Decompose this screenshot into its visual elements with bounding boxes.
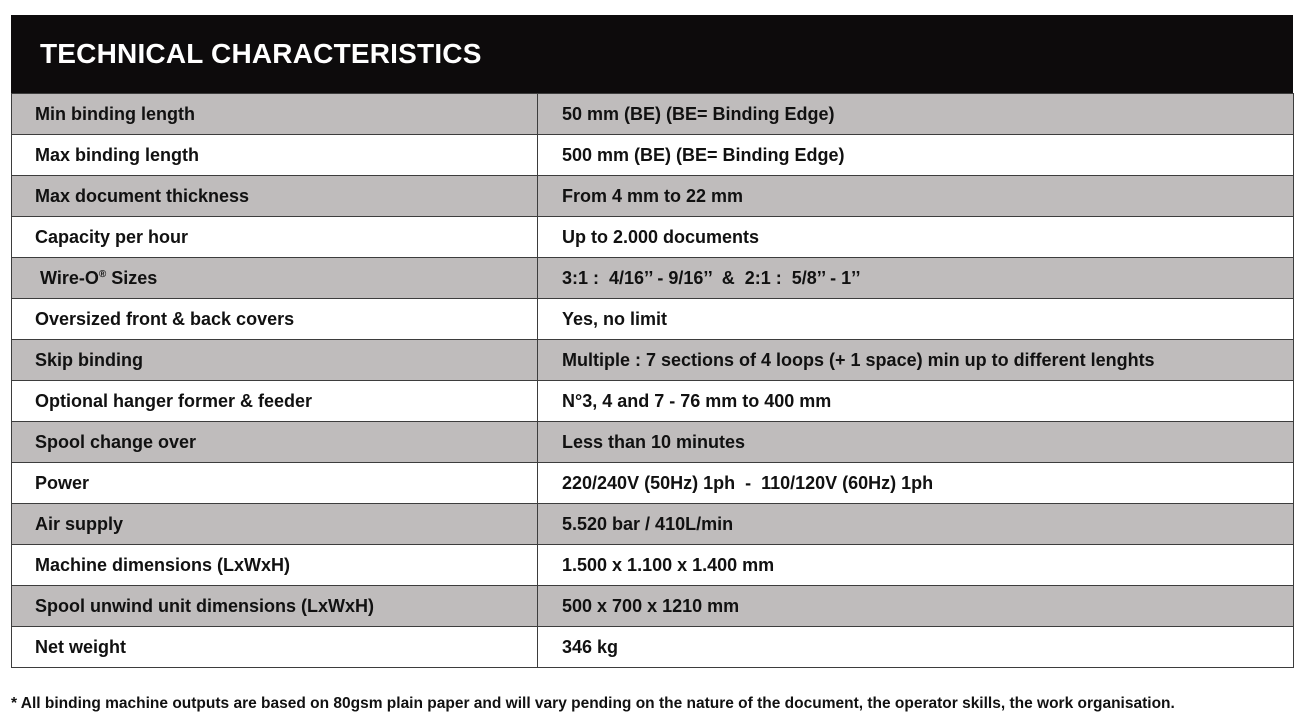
row-value: Up to 2.000 documents: [538, 217, 1294, 258]
table-row: [12, 504, 1294, 545]
table-row: [12, 463, 1294, 504]
table-row: [12, 627, 1294, 668]
row-label-suffix: Sizes: [106, 267, 158, 288]
row-value: 500 mm (BE) (BE= Binding Edge): [538, 135, 1294, 176]
row-value: Less than 10 minutes: [538, 422, 1294, 463]
row-label: Skip binding: [12, 340, 538, 381]
row-value: Yes, no limit: [538, 299, 1294, 340]
row-value: Multiple : 7 sections of 4 loops (+ 1 space) min up to different lenghts: [538, 340, 1294, 381]
row-label: Max document thickness: [12, 176, 538, 217]
table-row: [12, 258, 1294, 299]
row-value: 50 mm (BE) (BE= Binding Edge): [538, 94, 1294, 135]
table-row: [12, 176, 1294, 217]
row-value: 1.500 x 1.100 x 1.400 mm: [538, 545, 1294, 586]
table-row: [12, 299, 1294, 340]
row-value: 5.520 bar / 410L/min: [538, 504, 1294, 545]
table-row: [12, 545, 1294, 586]
footnote: * All binding machine outputs are based on 80gsm plain paper and will vary pending on the nature of the document, the operator skills, the work organisation.: [11, 695, 1175, 712]
table-row: [12, 94, 1294, 135]
table-row: [12, 217, 1294, 258]
table-row: [12, 422, 1294, 463]
registered-mark: ®: [98, 268, 107, 280]
row-label: Spool change over: [12, 422, 538, 463]
spec-sheet: [11, 15, 1293, 668]
row-label: Oversized front & back covers: [12, 299, 538, 340]
spec-table: [11, 93, 1294, 668]
row-label: [12, 258, 538, 299]
table-row: [12, 340, 1294, 381]
table-row: [12, 135, 1294, 176]
row-label: Max binding length: [12, 135, 538, 176]
page-title: TECHNICAL CHARACTERISTICS: [40, 38, 482, 69]
row-label: Net weight: [12, 627, 538, 668]
row-label: Power: [12, 463, 538, 504]
row-label: Capacity per hour: [12, 217, 538, 258]
table-row: [12, 381, 1294, 422]
row-label: Air supply: [12, 504, 538, 545]
row-label: Machine dimensions (LxWxH): [12, 545, 538, 586]
row-value: 500 x 700 x 1210 mm: [538, 586, 1294, 627]
row-value: From 4 mm to 22 mm: [538, 176, 1294, 217]
table-row: [12, 586, 1294, 627]
row-value: 220/240V (50Hz) 1ph - 110/120V (60Hz) 1ph: [538, 463, 1294, 504]
row-label-text: Wire-O: [40, 267, 99, 288]
title-bar: [11, 15, 1293, 93]
row-label: Min binding length: [12, 94, 538, 135]
row-value: N°3, 4 and 7 - 76 mm to 400 mm: [538, 381, 1294, 422]
row-value: 346 kg: [538, 627, 1294, 668]
row-label: Spool unwind unit dimensions (LxWxH): [12, 586, 538, 627]
row-value: 3:1 : 4/16’’ - 9/16’’ & 2:1 : 5/8’’ - 1’’: [538, 258, 1294, 299]
row-label: Optional hanger former & feeder: [12, 381, 538, 422]
